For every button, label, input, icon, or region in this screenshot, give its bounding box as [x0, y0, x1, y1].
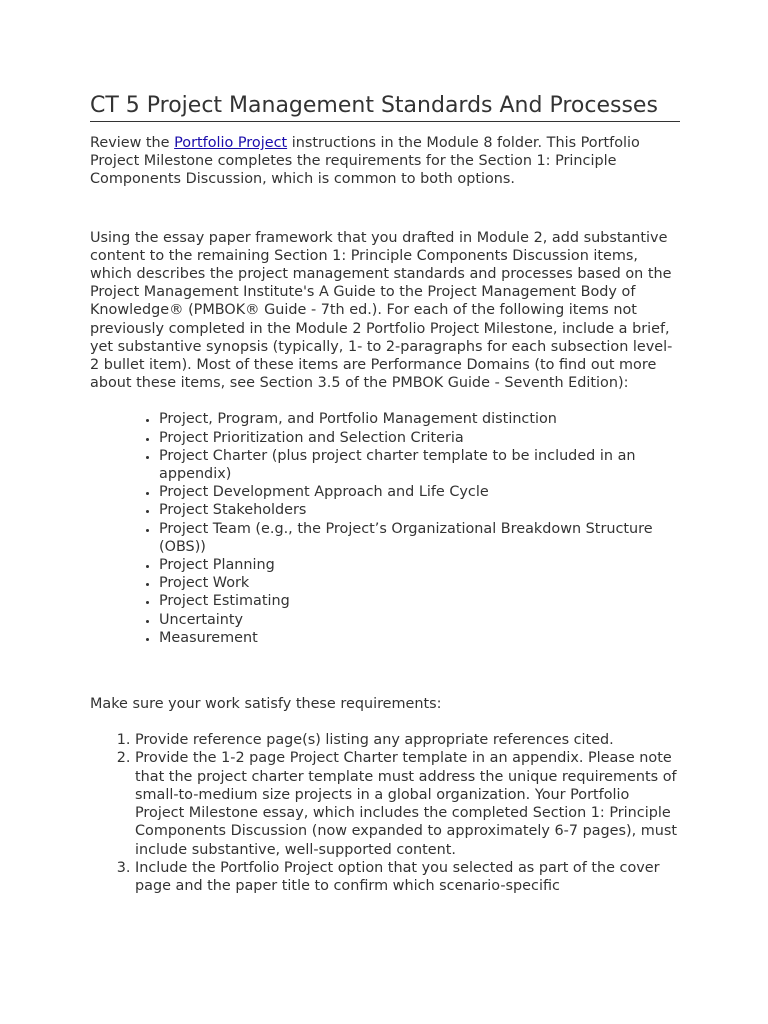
document-page [90, 92, 680, 895]
body-paragraph: Using the essay paper framework that you drafted in Module 2, add substantive content to the remaining Section 1: Principle Components Discussion items, which describes the project management standards and processes based on the Project Management Institute's A Guide to the Project Management Body of Knowledge® (PMBOK® Guide - 7th ed.). For each of the following items not previously completed in the Module 2 Portfolio Project Milestone, include a brief, yet substantive synopsis (typically, 1- to 2-paragraphs for each subsection level-2 bullet item). Most of these items are Performance Domains (to find out more about these items, see Section 3.5 of the PMBOK Guide - Seventh Edition): [90, 229, 673, 392]
list-item: • Project Estimating [159, 592, 680, 610]
intro-paragraph [90, 134, 680, 189]
requirements-intro: Make sure your work satisfy these requirements: [90, 696, 442, 713]
list-item: • Project Charter (plus project charter template to be included in an appendix) [159, 447, 680, 483]
list-item: • Project, Program, and Portfolio Management distinction [159, 410, 680, 428]
portfolio-project-link[interactable]: Portfolio Project [174, 135, 288, 151]
intro-text-before-link: Review the [90, 135, 175, 151]
items-list [90, 410, 680, 647]
list-item: • Project Stakeholders [159, 501, 680, 519]
list-item: • Project Development Approach and Life Cycle [159, 483, 680, 501]
list-item: • Uncertainty [159, 611, 680, 629]
requirement-item: 3. Include the Portfolio Project option that you selected as part of the cover page and the paper title to confirm which scenario-specific [135, 859, 680, 895]
list-item: • Measurement [159, 629, 680, 647]
requirements-list [90, 731, 680, 895]
requirement-item: 1. Provide reference page(s) listing any appropriate references cited. [135, 731, 680, 749]
intro-text-after-link: instructions in the Module 8 folder. This Portfolio Project Milestone completes the requirements for the Section 1: Principle Components Discussion, which is common to both options. [90, 135, 640, 188]
list-item: • Project Work [159, 574, 680, 592]
requirement-item: 2. Provide the 1-2 page Project Charter template in an appendix. Please note that the project charter template must address the unique requirements of small-to-medium size projects in a global organization. Your Portfolio Project Milestone essay, which includes the completed Section 1: Principle Components Discussion (now expanded to approximately 6-7 pages), must include substantive, well-supported content. [135, 749, 680, 858]
page-title: CT 5 Project Management Standards And Processes [90, 92, 680, 122]
list-item: • Project Prioritization and Selection Criteria [159, 429, 680, 447]
list-item: • Project Planning [159, 556, 680, 574]
list-item: • Project Team (e.g., the Project’s Organizational Breakdown Structure (OBS)) [159, 520, 680, 556]
